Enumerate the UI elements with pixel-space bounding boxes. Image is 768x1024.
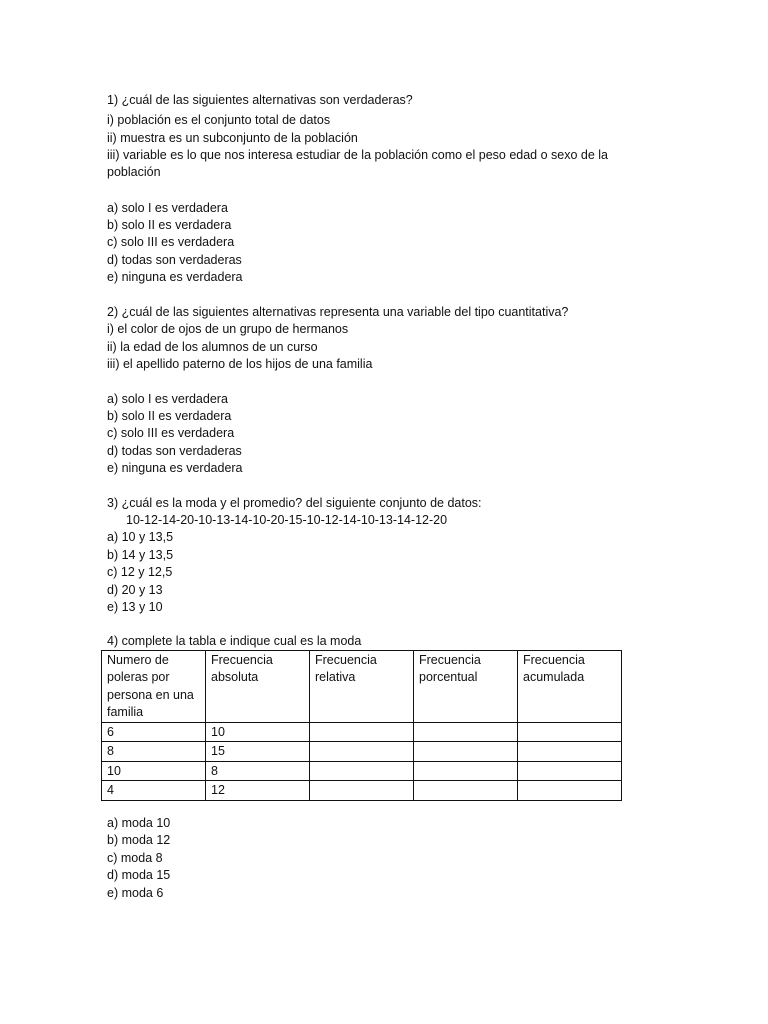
header-frecuencia-relativa: Frecuencia relativa bbox=[310, 651, 414, 723]
table-row bbox=[102, 742, 622, 761]
table-cell bbox=[414, 761, 518, 780]
question-3-title: 3) ¿cuál es la moda y el promedio? del siguiente conjunto de datos: bbox=[107, 496, 482, 510]
table-row bbox=[102, 723, 622, 742]
question-2-statement-ii: ii) la edad de los alumnos de un curso bbox=[107, 340, 318, 354]
table-cell bbox=[518, 723, 622, 742]
question-2-title: 2) ¿cuál de las siguientes alternativas representa una variable del tipo cuantitativa? bbox=[107, 305, 569, 319]
header-frecuencia-porcentual: Frecuencia porcentual bbox=[414, 651, 518, 723]
question-2-statement-i: i) el color de ojos de un grupo de hermanos bbox=[107, 322, 349, 336]
table-cell bbox=[310, 723, 414, 742]
question-1-statement-ii: ii) muestra es un subconjunto de la población bbox=[107, 131, 358, 145]
table-cell bbox=[310, 781, 414, 800]
table-cell: 10 bbox=[102, 761, 206, 780]
table-cell: 10 bbox=[206, 723, 310, 742]
question-1-option-e: e) ninguna es verdadera bbox=[107, 270, 243, 284]
question-1-statement-i: i) población es el conjunto total de datos bbox=[107, 113, 331, 127]
question-1-statement-iii: iii) variable es lo que nos interesa estudiar de la población como el peso edad o sexo de la población bbox=[107, 148, 609, 180]
question-3-dataset: 10-12-14-20-10-13-14-10-20-15-10-12-14-10-13-14-12-20 bbox=[126, 513, 448, 527]
question-4-option-b: b) moda 12 bbox=[107, 833, 171, 847]
question-1-option-b: b) solo II es verdadera bbox=[107, 218, 232, 232]
question-4-option-a: a) moda 10 bbox=[107, 816, 171, 830]
table-cell bbox=[310, 761, 414, 780]
question-2-option-a: a) solo I es verdadera bbox=[107, 392, 228, 406]
question-1-option-a: a) solo I es verdadera bbox=[107, 201, 228, 215]
table-cell: 8 bbox=[102, 742, 206, 761]
table-row bbox=[102, 761, 622, 780]
table-cell bbox=[414, 723, 518, 742]
table-cell: 8 bbox=[206, 761, 310, 780]
question-2-option-c: c) solo III es verdadera bbox=[107, 426, 235, 440]
table-cell bbox=[518, 742, 622, 761]
question-4-option-e: e) moda 6 bbox=[107, 886, 164, 900]
header-frecuencia-absoluta: Frecuencia absoluta bbox=[206, 651, 310, 723]
header-frecuencia-acumulada: Frecuencia acumulada bbox=[518, 651, 622, 723]
table-cell: 4 bbox=[102, 781, 206, 800]
question-3-option-d: d) 20 y 13 bbox=[107, 583, 163, 597]
question-4-option-c: c) moda 8 bbox=[107, 851, 163, 865]
table-row bbox=[102, 781, 622, 800]
question-4-option-d: d) moda 15 bbox=[107, 868, 171, 882]
question-3-option-a: a) 10 y 13,5 bbox=[107, 530, 174, 544]
table-cell bbox=[310, 742, 414, 761]
table-cell bbox=[414, 781, 518, 800]
question-2-option-d: d) todas son verdaderas bbox=[107, 444, 242, 458]
table-cell: 6 bbox=[102, 723, 206, 742]
table-cell bbox=[518, 761, 622, 780]
header-poleras: Numero de poleras por persona en una familia bbox=[102, 651, 206, 723]
question-3-option-e: e) 13 y 10 bbox=[107, 600, 163, 614]
table-cell bbox=[518, 781, 622, 800]
frequency-table bbox=[101, 650, 622, 801]
question-1-option-d: d) todas son verdaderas bbox=[107, 253, 242, 267]
table-cell bbox=[414, 742, 518, 761]
question-3-option-b: b) 14 y 13,5 bbox=[107, 548, 174, 562]
table-header-row bbox=[102, 651, 622, 723]
question-4-title: 4) complete la tabla e indique cual es la moda bbox=[107, 634, 362, 648]
table-cell: 12 bbox=[206, 781, 310, 800]
question-1-option-c: c) solo III es verdadera bbox=[107, 235, 235, 249]
question-2-statement-iii: iii) el apellido paterno de los hijos de una familia bbox=[107, 357, 373, 371]
table-cell: 15 bbox=[206, 742, 310, 761]
question-2-option-e: e) ninguna es verdadera bbox=[107, 461, 243, 475]
question-3-option-c: c) 12 y 12,5 bbox=[107, 565, 173, 579]
question-2-option-b: b) solo II es verdadera bbox=[107, 409, 232, 423]
question-1-title: 1) ¿cuál de las siguientes alternativas son verdaderas? bbox=[107, 93, 413, 107]
